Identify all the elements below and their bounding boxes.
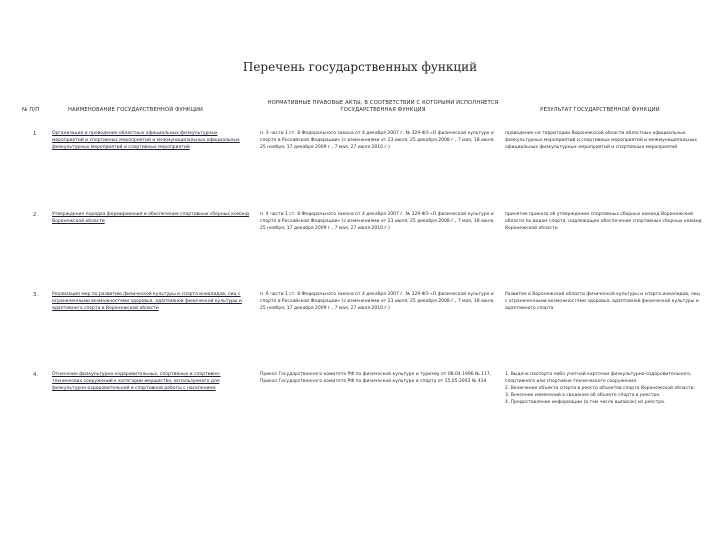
result-line: 2. Включение объекта спорта в реестр объектов спорта Воронежской области. — [505, 385, 695, 391]
row-number: 2. — [33, 212, 38, 218]
row-legal-acts: п. 4 части 1 ст. 8 Федерального закона от 4 декабря 2007 г. № 329-ФЗ «О физической культуре и спорте в Российской Федерации» (с изменениями от 23 июля, 25 декабря 2008 г., 7 мая, 18 июля, 25 ноября, 17 декабря 2009 г., 7 мая, 27 июля 2010 г.) — [260, 212, 495, 231]
result-line: проведение на территории Воронежской области областных официальных физкультурных мероприятий и спортивных мероприятий и межмуниципальных официальных физкультурных мероприятий и спортивных мероприятий — [505, 131, 698, 150]
result-line: Развитие в Воронежской области физической культуры и спорта инвалидов, лиц с ограниченными возможностями здоровья, адаптивной физической культуры и адаптивного спорта — [505, 292, 700, 311]
result-line: принятие приказа об утверждении спортивных сборных команд Воронежской области по видам спорта, надлежащее обеспечение спортивных сборных команд Воронежской области — [505, 212, 702, 231]
row-function-name: Реализация мер по развитию физической культуры и спорта инвалидов, лиц с ограниченными возможностями здоровья, адаптивной физической культуры и адаптивного спорта в Воронежской области — [52, 292, 242, 311]
result-line: 4. Предоставление информации (в том числе выписок) из реестра. — [505, 399, 666, 405]
row-function-name: Организация и проведение областных официальных физкультурных мероприятий и спортивных мероприятий и межмуниципальных официальных физкультурных мероприятий и спортивных мероприятий — [52, 131, 240, 150]
row-number: 1. — [33, 131, 38, 137]
row-legal-acts: п. 6 части 1 ст. 8 Федерального закона от 4 декабря 2007 г. № 329-ФЗ «О физической культуре и спорте в Российской Федерации» (с изменениями от 23 июля, 25 декабря 2008 г., 7 мая, 18 июля, 25 ноября, 17 декабря 2009 г., 7 мая, 27 июля 2010 г.) — [260, 292, 495, 311]
header-acts: НОРМАТИВНЫЕ ПРАВОВЫЕ АКТЫ, В СООТВЕТСТВИИ С КОТОРЫМИ ИСПОЛНЯЕТСЯ ГОСУДАРСТВЕННАЯ ФУНКЦИЯ — [267, 100, 499, 113]
row-result — [505, 372, 703, 407]
header-name: НАИМЕНОВАНИЕ ГОСУДАРСТВЕННОЙ ФУНКЦИИ — [68, 107, 204, 113]
row-function-name: Утверждение порядка формирования и обеспечение спортивных сборных команд Воронежской области — [52, 212, 249, 224]
row-result — [505, 292, 703, 313]
row-legal-acts: Приказ Государственного комитета РФ по физической культуре и туризму от 08.04.1996 № 117, Приказ Государственного комитета РФ по физической культуре и спорту от 15.05.2003 № 434 — [260, 372, 492, 384]
header-result: РЕЗУЛЬТАТ ГОСУДАРСТВЕННОЙ ФУНКЦИИ — [540, 107, 660, 113]
row-number: 3. — [33, 292, 38, 298]
row-legal-acts: п. 3 части 1 ст. 8 Федерального закона от 4 декабря 2007 г. № 329-ФЗ «О физической культуре и спорте в Российской Федерации» (с изменениями от 23 июля, 25 декабря 2008 г., 7 мая, 18 июля, 25 ноября, 17 декабря 2009 г., 7 мая, 27 июля 2010 г.) — [260, 131, 495, 150]
row-result — [505, 131, 703, 152]
row-function-name: Отнесение физкультурно-оздоровительных, спортивных и спортивно-технических сооружений к категории имущества, используемого для физкультурно-оздоровительной и спортивной работы с населением — [52, 372, 221, 391]
row-number: 4. — [33, 372, 38, 378]
result-line: 3. Внесение изменений в сведения об объекте спорта в реестре. — [505, 392, 661, 398]
result-line: 1. Выдача паспорта либо учетной карточки физкультурно-оздоровительного, спортивного или спортивно-технического сооружения. — [505, 372, 692, 384]
page-title: Перечень государственных функций — [242, 60, 478, 74]
header-number: № П/П — [22, 107, 40, 113]
row-result — [505, 212, 703, 233]
